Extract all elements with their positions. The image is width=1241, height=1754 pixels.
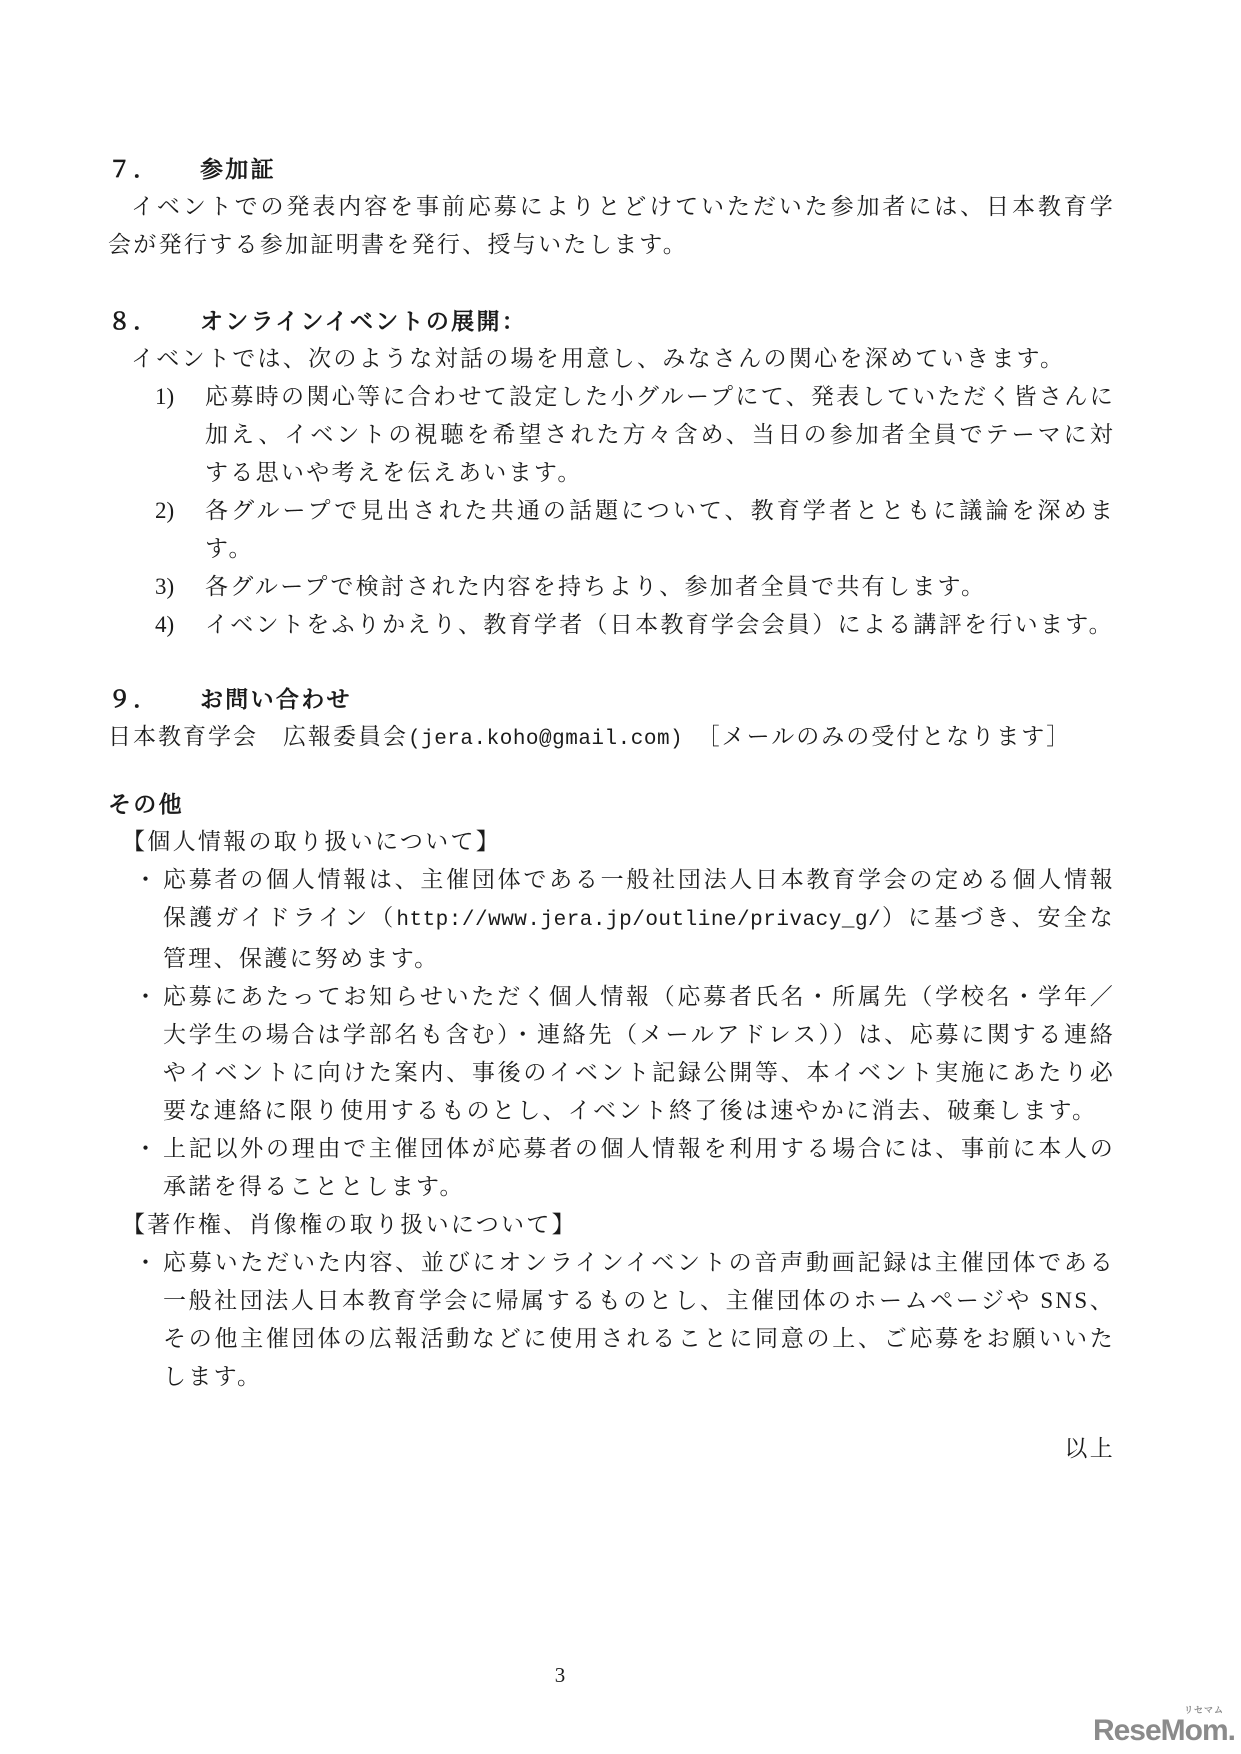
list-item-3-marker: 3) <box>155 574 175 599</box>
privacy-bullet-1 <box>108 861 1115 978</box>
list-item-2 <box>108 492 1115 568</box>
resemom-logo-dot: . <box>1227 1714 1236 1747</box>
section-7-title: 参加証 <box>200 156 276 182</box>
list-item-3-text: 各グループで検討された内容を持ちより、参加者全員で共有します。 <box>205 574 987 599</box>
list-item-4 <box>108 606 1115 644</box>
list-item-1-text: 応募時の関心等に合わせて設定した小グループにて、発表していただく皆さんに加え、イベントの視聴を希望された方々含め、当日の参加者全員でテーマに対する思いや考えを伝えあいます。 <box>205 384 1115 485</box>
resemom-logo <box>1093 1706 1236 1746</box>
copyright-bullet-1-text: 応募いただいた内容、並びにオンラインイベントの音声動画記録は主催団体である一般社団法人日本教育学会に帰属するものとし、主催団体のホームページや SNS、その他主催団体の広報活動などに使用されることに同意の上、ご応募をお願いいたします。 <box>163 1250 1115 1389</box>
section-9-title: お問い合わせ <box>200 686 352 712</box>
page-number: 3 <box>554 1663 566 1687</box>
list-item-2-text: 各グループで見出された共通の話題について、教育学者とともに議論を深めます。 <box>205 498 1115 561</box>
privacy-bullet-1-marker: ・ <box>134 867 160 892</box>
section-9-heading <box>108 680 1115 718</box>
contact-org: 日本教育学会 広報委員会 <box>108 724 408 749</box>
section-7-heading <box>108 150 1115 188</box>
copyright-bullet-1-marker: ・ <box>134 1250 160 1275</box>
privacy-bullet-2-marker: ・ <box>134 984 160 1009</box>
contact-line <box>108 718 1115 759</box>
privacy-bullet-2-text: 応募にあたってお知らせいただく個人情報（応募者氏名・所属先（学校名・学年／大学生の場合は学部名も含む）・連絡先（メールアドレス））は、応募に関する連絡やイベントに向けた案内、事後のイベント記録公開等、本イベント実施にあたり必要な連絡に限り使用するものとし、イベント終了後は速やかに消去、破棄します。 <box>163 984 1115 1123</box>
resemom-logo-ruby: リセマム <box>1184 1705 1224 1715</box>
privacy-bullet-3-marker: ・ <box>134 1136 160 1161</box>
section-8-intro: イベントでは、次のような対話の場を用意し、みなさんの関心を深めていきます。 <box>131 346 1066 371</box>
section-8-number: ８． <box>108 308 159 334</box>
privacy-heading: 【個人情報の取り扱いについて】 <box>122 829 502 854</box>
document-content <box>108 0 1115 1468</box>
resemom-logo-text: ReseMom <box>1092 1714 1228 1747</box>
closing-text: 以上 <box>1064 1436 1115 1461</box>
list-item-4-marker: 4) <box>155 612 175 637</box>
list-item-1-marker: 1) <box>155 384 175 409</box>
section-8-list <box>108 378 1115 644</box>
copyright-heading: 【著作権、肖像権の取り扱いについて】 <box>122 1212 577 1237</box>
section-7-body: イベントでの発表内容を事前応募によりとどけていただいた参加者には、日本教育学会が発行する参加証明書を発行、授与いたします。 <box>108 194 1115 257</box>
section-8-title: オンラインイベントの展開： <box>200 308 528 334</box>
privacy-bullet-1-text-after: ）に基づき、安全な管理、保護に努めます。 <box>163 905 1115 971</box>
section-8-heading <box>108 302 1115 340</box>
section-7-number: ７． <box>108 156 159 182</box>
privacy-bullet-1-text-before: 応募者の個人情報は、主催団体である一般社団法人日本教育学会の定める個人情報保護ガイドライン（ <box>163 867 1115 930</box>
other-title: その他 <box>108 791 184 817</box>
contact-email: (jera.koho@gmail.com) <box>408 728 684 751</box>
list-item-2-marker: 2) <box>155 498 175 523</box>
list-item-1 <box>108 378 1115 492</box>
privacy-bullet-3 <box>108 1130 1115 1206</box>
privacy-guideline-url: http://www.jera.jp/outline/privacy_g/ <box>396 909 882 932</box>
list-item-3 <box>108 568 1115 606</box>
copyright-bullet-1 <box>108 1244 1115 1396</box>
privacy-bullet-3-text: 上記以外の理由で主催団体が応募者の個人情報を利用する場合には、事前に本人の承諾を得ることとします。 <box>163 1136 1115 1199</box>
privacy-bullet-2 <box>108 978 1115 1130</box>
list-item-4-text: イベントをふりかえり、教育学者（日本教育学会会員）による講評を行います。 <box>205 612 1114 637</box>
contact-note: ［メールのみの受付となります］ <box>683 724 1072 749</box>
section-9-number: ９． <box>108 686 159 712</box>
